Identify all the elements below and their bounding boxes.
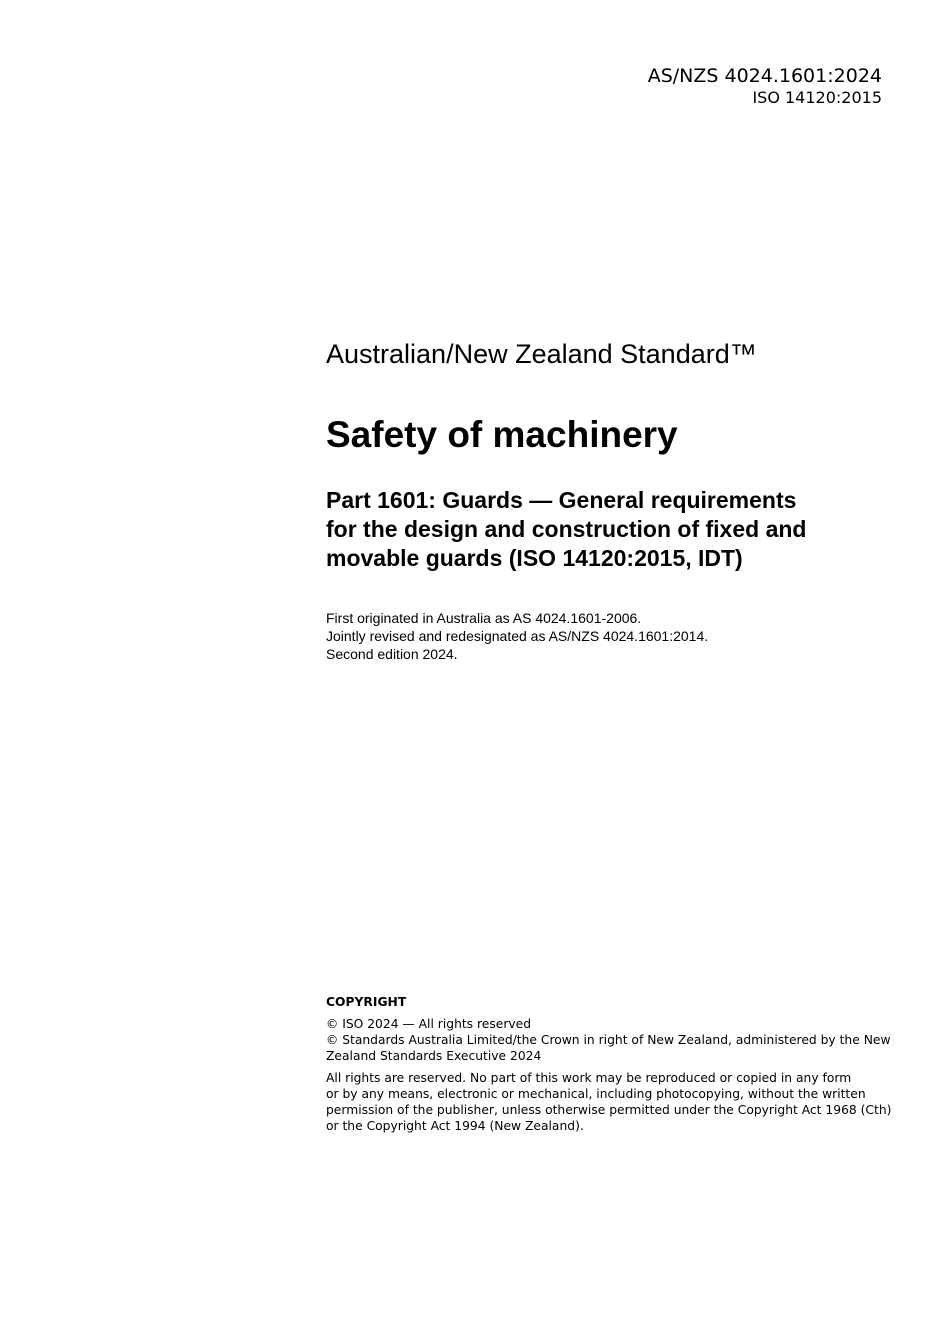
page-subtitle — [326, 486, 906, 573]
rights-line: All rights are reserved. No part of this work may be reproduced or copied in any form — [326, 1071, 852, 1085]
rights-statement — [326, 1070, 896, 1134]
rights-line: or by any means, electronic or mechanical, including photocopying, without the written — [326, 1087, 866, 1101]
rights-line: permission of the publisher, unless otherwise permitted under the Copyright Act 1968 (Cth) — [326, 1103, 892, 1117]
history-line: First originated in Australia as AS 4024.1601-2006. — [326, 610, 642, 626]
subtitle-line: movable guards (ISO 14120:2015, IDT) — [326, 545, 743, 571]
rights-line: or the Copyright Act 1994 (New Zealand). — [326, 1119, 584, 1133]
history-line: Second edition 2024. — [326, 646, 458, 662]
document-identifiers — [648, 64, 882, 108]
standard-type: Australian/New Zealand Standard™ — [326, 339, 757, 369]
copyright-line: © Standards Australia Limited/the Crown in right of New Zealand, administered by the New — [326, 1033, 891, 1047]
copyright-line: © ISO 2024 — All rights reserved — [326, 1017, 532, 1031]
subtitle-line: for the design and construction of fixed and — [326, 516, 807, 542]
copyright-line: Zealand Standards Executive 2024 — [326, 1049, 542, 1063]
history-line: Jointly revised and redesignated as AS/NZS 4024.1601:2014. — [326, 628, 709, 644]
subtitle-line: Part 1601: Guards — General requirements — [326, 487, 797, 513]
iso-number: ISO 14120:2015 — [752, 88, 882, 107]
copyright-notice — [326, 1016, 896, 1064]
page-title: Safety of machinery — [326, 414, 678, 455]
copyright-section — [326, 994, 896, 1140]
standard-number: AS/NZS 4024.1601:2024 — [647, 65, 882, 87]
copyright-heading: COPYRIGHT — [326, 995, 407, 1009]
edition-history — [326, 609, 708, 663]
